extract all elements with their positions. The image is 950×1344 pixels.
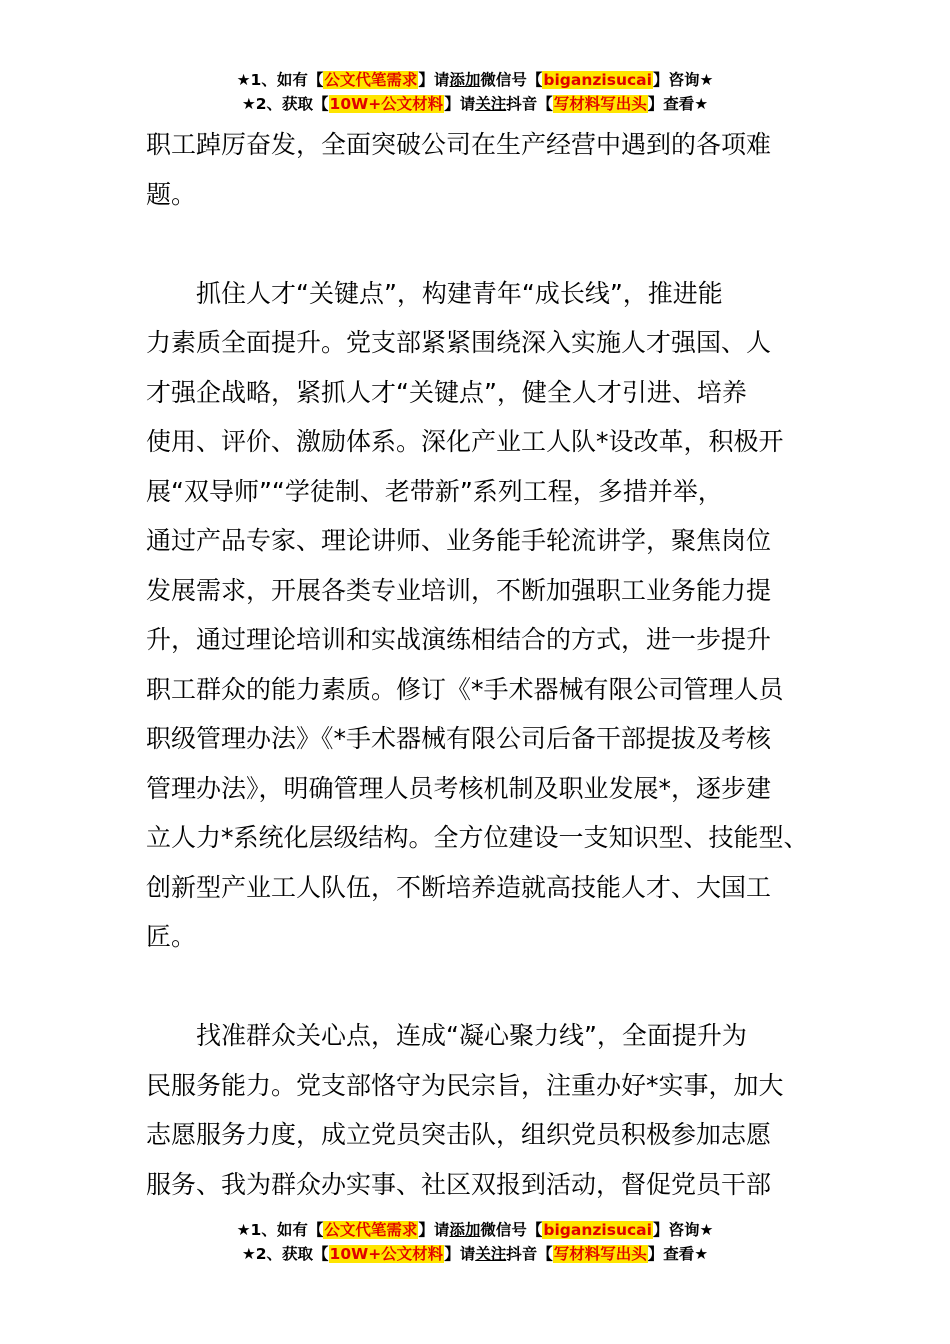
banner-highlight: biganzisucai <box>543 71 652 89</box>
banner-highlight: 写材料写出头 <box>553 95 647 113</box>
banner-highlight: 公文代笔需求 <box>324 1221 418 1239</box>
banner-text: ★1、如有【 <box>236 71 324 89</box>
footer-banner <box>0 1218 950 1266</box>
document-body <box>146 120 826 1209</box>
paragraph-gap <box>146 962 826 1012</box>
banner-highlight: 10W+公文材料 <box>329 95 444 113</box>
text-line: 题。 <box>146 179 197 209</box>
banner-text: ★1、如有【 <box>236 1221 324 1239</box>
paragraph-3 <box>146 1011 826 1209</box>
footer-banner-line-1 <box>0 1218 950 1242</box>
text-line: 使用、评价、激励体系。深化产业工人队*设改革，积极开 <box>146 427 784 456</box>
text-line: 立人力*系统化层级结构。全方位建设一支知识型、技能型、 <box>146 823 809 852</box>
banner-text: 微信号【 <box>480 1221 543 1239</box>
paragraph-gap <box>146 219 826 269</box>
header-banner-line-1 <box>0 68 950 92</box>
text-line: 志愿服务力度，成立党员突击队，组织党员积极参加志愿 <box>146 1120 772 1149</box>
banner-text: 抖音【 <box>506 95 553 113</box>
banner-highlight: 公文代笔需求 <box>324 71 418 89</box>
text-line: 力素质全面提升。党支部紧紧围绕深入实施人才强国、人 <box>146 328 772 357</box>
text-line: 才强企战略，紧抓人才“关键点”，健全人才引进、培养 <box>146 377 747 407</box>
text-line: 匠。 <box>146 922 197 951</box>
banner-text: 】请 <box>444 95 476 113</box>
text-line: 找准群众关心点，连成“凝心聚力线”，全面提升为 <box>196 1021 747 1050</box>
banner-text: 微信号【 <box>480 71 543 89</box>
banner-emphasis: 关注 <box>475 95 507 113</box>
banner-text: ★2、获取【 <box>241 1245 329 1263</box>
banner-text: 】请 <box>444 1245 476 1263</box>
banner-text: 】咨询★ <box>652 1221 714 1239</box>
banner-text: 】请 <box>418 71 450 89</box>
text-line: 职工群众的能力素质。修订《*手术器械有限公司管理人员 <box>146 674 784 704</box>
banner-text: 抖音【 <box>506 1245 553 1263</box>
text-line: 服务、我为群众办实事、社区双报到活动，督促党员干部 <box>146 1169 772 1199</box>
banner-emphasis: 添加 <box>449 71 481 89</box>
text-line: 创新型产业工人队伍，不断培养造就高技能人才、大国工 <box>146 872 772 902</box>
text-line: 职工踔厉奋发，全面突破公司在生产经营中遇到的各项难 <box>146 130 772 159</box>
banner-emphasis: 添加 <box>449 1221 481 1239</box>
footer-banner-line-2 <box>0 1242 950 1266</box>
banner-text: 】查看★ <box>647 1245 709 1263</box>
banner-highlight: 10W+公文材料 <box>329 1245 444 1263</box>
text-line: 管理办法》，明确管理人员考核机制及职业发展*，逐步建 <box>146 773 772 803</box>
header-banner <box>0 68 950 116</box>
text-line: 发展需求，开展各类专业培训，不断加强职工业务能力提 <box>146 575 772 605</box>
text-line: 民服务能力。党支部恪守为民宗旨，注重办好*实事，加大 <box>146 1070 784 1100</box>
header-banner-line-2 <box>0 92 950 116</box>
banner-text: 】查看★ <box>647 95 709 113</box>
banner-highlight: 写材料写出头 <box>553 1245 647 1263</box>
banner-emphasis: 关注 <box>475 1245 507 1263</box>
text-line: 升，通过理论培训和实战演练相结合的方式，进一步提升 <box>146 625 772 654</box>
banner-text: ★2、获取【 <box>241 95 329 113</box>
paragraph-2 <box>146 269 826 962</box>
banner-text: 】请 <box>418 1221 450 1239</box>
banner-text: 】咨询★ <box>652 71 714 89</box>
paragraph-1 <box>146 120 826 219</box>
text-line: 通过产品专家、理论讲师、业务能手轮流讲学，聚焦岗位 <box>146 526 772 555</box>
text-line: 抓住人才“关键点”，构建青年“成长线”，推进能 <box>196 278 723 308</box>
text-line: 职级管理办法》《*手术器械有限公司后备干部提拔及考核 <box>146 724 772 753</box>
banner-highlight: biganzisucai <box>543 1221 652 1239</box>
text-line: 展“双导师”“学徒制、老带新”系列工程，多措并举， <box>146 476 723 506</box>
